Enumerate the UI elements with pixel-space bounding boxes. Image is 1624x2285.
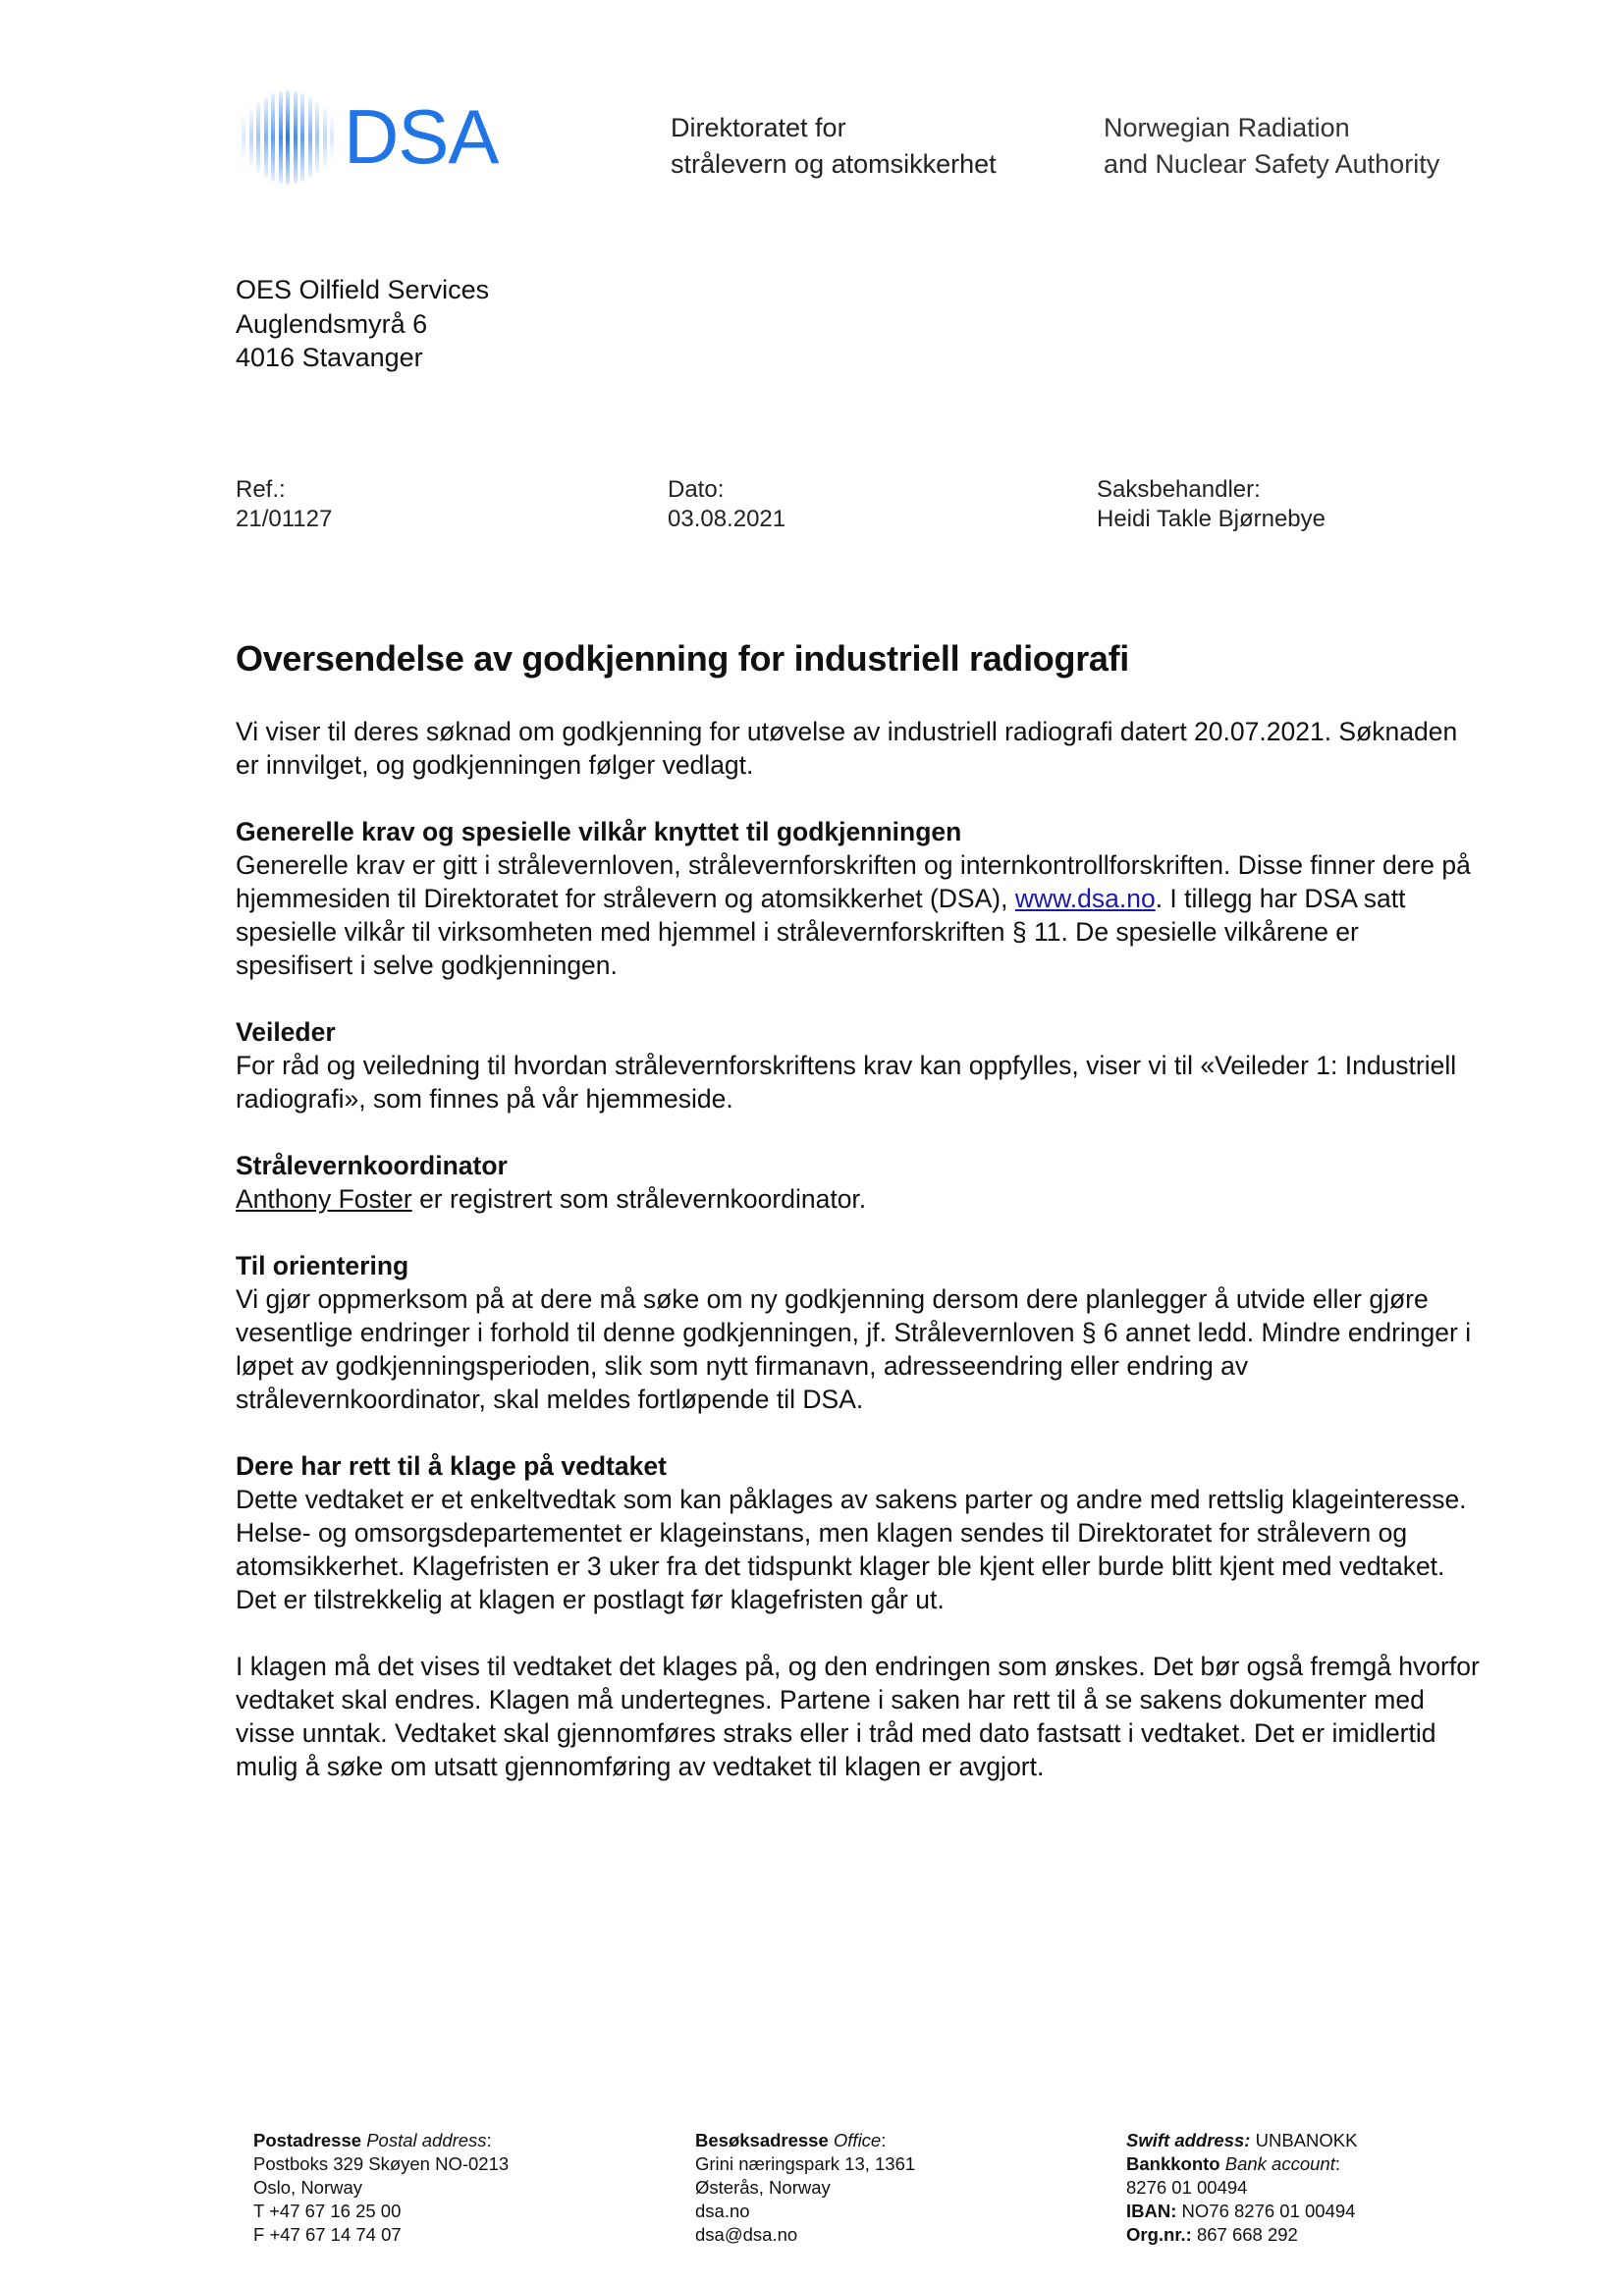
logo-bar	[279, 91, 283, 185]
section-heading-coordinator: Strålevernkoordinator	[236, 1151, 508, 1180]
footer-office-address	[695, 2129, 915, 2247]
coordinator-text: er registrert som strålevernkoordinator.	[411, 1184, 867, 1214]
footer-iban-value: NO76 8276 01 00494	[1176, 2201, 1356, 2221]
footer-phone: T +47 67 16 25 00	[253, 2201, 402, 2221]
footer-office-line: Grini næringspark 13, 1361	[695, 2153, 916, 2174]
general-text-1: Generelle krav er gitt i strålevernloven, strålevernforskriften og internkontrollforskriften. Disse finner dere på hjemmesiden til Direktoratet for strålevern og atomsikkerhet (DSA),	[236, 850, 1471, 913]
footer-iban-label: IBAN:	[1126, 2201, 1177, 2221]
reference-field	[236, 475, 332, 534]
logo-wordmark: DSA	[344, 93, 499, 180]
letter-title: Oversendelse av godkjenning for industriell radiografi	[236, 638, 1130, 679]
letter-body	[236, 715, 1483, 1783]
logo-bar	[264, 97, 268, 179]
section-heading-appeal: Dere har rett til å klage på vedtaket	[236, 1451, 667, 1481]
footer-iban	[1126, 2200, 1357, 2223]
appeal-paragraph-1: Dette vedtaket er et enkeltvedtak som kan påklages av sakens parter og andre med rettslig klageinteresse. Helse- og omsorgsdepartementet er klageinstans, men klagen sendes til Direktoratet for strålevern og atomsikkerhet. Klagefristen er 3 uker fra det tidspunkt klager ble kjent eller burde blitt kjent med vedtaket. Det er tilstrekkelig at klagen er postlagt før klagefristen går ut.	[236, 1485, 1467, 1614]
footer-bank-details	[1126, 2129, 1357, 2247]
recipient-street: Auglendsmyrå 6	[236, 308, 428, 339]
general-text-2: . I tillegg har DSA satt spesielle vilkår til virksomheten med hjemmel i strålevernforskriften § 11. De spesielle vilkårene er spesifisert i selve godkjenningen.	[236, 884, 1406, 980]
reference-value: 21/01127	[236, 506, 333, 532]
footer-postal-line: Postboks 329 Skøyen NO-0213	[253, 2153, 510, 2174]
date-value: 03.08.2021	[668, 506, 786, 532]
footer-office-line: Østerås, Norway	[695, 2177, 831, 2198]
footer-account-value: 8276 01 00494	[1126, 2177, 1248, 2198]
recipient-name: OES Oilfield Services	[236, 275, 490, 304]
reference-label: Ref.:	[236, 476, 286, 503]
dsa-logo	[234, 90, 518, 185]
case-officer-field	[1097, 475, 1326, 534]
footer-postal-address	[253, 2129, 509, 2247]
footer-orgnr	[1126, 2223, 1357, 2247]
footer-website: dsa.no	[695, 2201, 750, 2221]
footer-email: dsa@dsa.no	[695, 2224, 798, 2245]
footer-account-label: Bankkonto	[1126, 2153, 1220, 2174]
footer-swift	[1126, 2129, 1357, 2152]
footer-swift-value: UNBANOKK	[1250, 2130, 1358, 2150]
footer-account-label-en: Bank account	[1224, 2153, 1335, 2174]
logo-bar	[286, 90, 290, 185]
org-name-no-line: strålevern og atomsikkerhet	[671, 149, 997, 179]
footer-office-label: Besøksadresse	[695, 2130, 829, 2150]
footer-account-heading: Bankkonto Bank account:	[1126, 2153, 1340, 2174]
coordinator-name: Anthony Foster	[236, 1184, 412, 1214]
logo-bar	[271, 93, 275, 182]
info-paragraph: Vi gjør oppmerksom på at dere må søke om ny godkjenning dersom dere planlegger å utvide eller gjøre vesentlige endringer i forhold til denne godkjenningen, jf. Strålevernloven § 6 annet ledd. Mindre endringer i løpet av godkjenningsperioden, slik som nytt firmanavn, adresseendring eller endring av strålevernkoordinator, skal meldes fortløpende til DSA.	[236, 1284, 1472, 1414]
dsa-radiation-wave-icon	[234, 90, 342, 185]
org-name-norwegian	[671, 110, 997, 183]
footer-orgnr-label: Org.nr.:	[1126, 2224, 1192, 2245]
org-name-english	[1104, 110, 1439, 183]
footer-postal-label-en: Postal address	[366, 2130, 487, 2150]
logo-bar	[308, 97, 312, 179]
case-officer-label: Saksbehandler:	[1097, 476, 1261, 503]
org-name-en-line: and Nuclear Safety Authority	[1104, 149, 1440, 179]
section-heading-info: Til orientering	[236, 1251, 409, 1280]
footer-office-heading: Besøksadresse Office:	[695, 2130, 887, 2150]
footer-postal-line: Oslo, Norway	[253, 2177, 363, 2198]
recipient-address	[236, 273, 489, 375]
logo-bar	[315, 102, 319, 174]
general-paragraph	[236, 848, 1483, 982]
footer-swift-label: Swift address:	[1126, 2130, 1251, 2150]
footer-orgnr-value: 867 668 292	[1191, 2224, 1298, 2245]
logo-bar	[256, 102, 260, 174]
logo-bar	[300, 93, 304, 182]
org-name-no-line: Direktoratet for	[671, 113, 846, 142]
logo-bar	[330, 116, 334, 158]
recipient-postcode-city: 4016 Stavanger	[236, 343, 423, 372]
logo-bar	[249, 108, 253, 166]
org-name-en-line: Norwegian Radiation	[1104, 113, 1350, 142]
date-field	[668, 475, 785, 534]
dsa-website-link[interactable]: www.dsa.no	[1014, 884, 1156, 913]
section-heading-guide: Veileder	[236, 1017, 336, 1047]
coordinator-paragraph	[236, 1182, 1483, 1216]
logo-bar	[323, 108, 327, 166]
footer-postal-heading: Postadresse Postal address:	[253, 2130, 492, 2150]
case-officer-value: Heidi Takle Bjørnebye	[1097, 506, 1326, 532]
intro-paragraph: Vi viser til deres søknad om godkjenning for utøvelse av industriell radiografi datert 20.07.2021. Søknaden er innvilget, og godkjenningen følger vedlagt.	[236, 717, 1458, 780]
date-label: Dato:	[668, 476, 725, 503]
footer-office-label-en: Office	[833, 2130, 882, 2150]
logo-bar	[242, 116, 245, 158]
section-heading-general: Generelle krav og spesielle vilkår knyttet til godkjenningen	[236, 817, 962, 846]
footer-fax: F +47 67 14 74 07	[253, 2224, 402, 2245]
footer-postal-label: Postadresse	[253, 2130, 362, 2150]
guide-paragraph: For råd og veiledning til hvordan strålevernforskriftens krav kan oppfylles, viser vi til «Veileder 1: Industriell radiografi», som finnes på vår hjemmeside.	[236, 1051, 1457, 1114]
logo-bar	[294, 91, 298, 185]
appeal-paragraph-2: I klagen må det vises til vedtaket det klages på, og den endringen som ønskes. Det bør også fremgå hvorfor vedtaket skal endres. Klagen må undertegnes. Partene i saken har rett til å se sakens dokumenter med visse unntak. Vedtaket skal gjennomføres straks eller i tråd med dato fastsatt i vedtaket. Det er imidlertid mulig å søke om utsatt gjennomføring av vedtaket til klagen er avgjort.	[236, 1652, 1480, 1781]
